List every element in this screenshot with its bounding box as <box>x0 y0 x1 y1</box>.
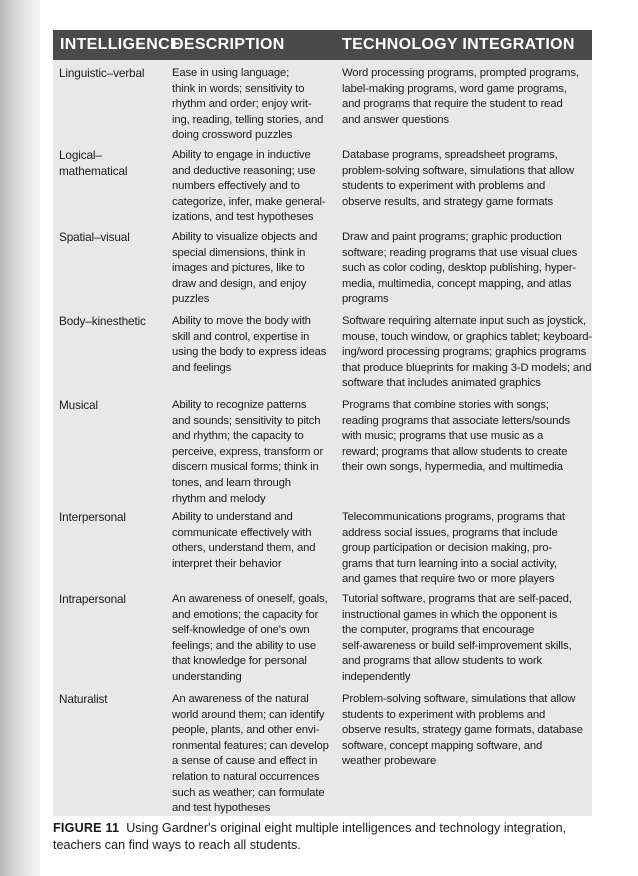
cell-text-line: Musical <box>59 398 98 412</box>
cell-text-line: Programs that combine stories with songs; <box>342 399 549 411</box>
cell-text-line: reading programs that associate letters/sounds <box>342 414 570 427</box>
cell-text-line: ing, reading, telling stories, and <box>172 113 324 126</box>
cell-text-line: instructional games in which the opponent is <box>342 608 558 621</box>
cell-text-line: Software requiring alternate input such as joystick, <box>342 315 586 327</box>
cell-text-line: doing crossword puzzles <box>172 129 293 142</box>
intelligence-cell <box>59 510 169 526</box>
cell-text-line: Ease in using language; <box>172 67 290 79</box>
cell-text-line: a sense of cause and effect in <box>172 755 318 768</box>
cell-text-line: Word processing programs, prompted programs, <box>342 67 579 79</box>
cell-text-line: world around them; can identify <box>172 708 325 721</box>
cell-text-line: and rhythm; the capacity to <box>172 430 304 443</box>
cell-text-line: rhythm and order; enjoy writ- <box>172 98 312 111</box>
intelligence-cell <box>59 148 169 179</box>
cell-text-line: Ability to visualize objects and <box>172 231 318 243</box>
cell-text-line: and sounds; sensitivity to pitch <box>172 414 321 427</box>
cell-text-line: interpret their behavior <box>172 557 282 570</box>
cell-text-line: Ability to recognize patterns <box>172 399 307 411</box>
cell-text-line: An awareness of oneself, goals, <box>172 593 328 605</box>
figure-caption-text: Using Gardner's original eight multiple intelligences and technology integration, teachers can find ways to reach all students. <box>53 821 567 852</box>
cell-text-line: relation to natural occurrences <box>172 770 320 783</box>
cell-text-line: communicate effectively with <box>172 526 312 539</box>
cell-text-line: observe results, strategy game formats, database <box>342 724 583 737</box>
cell-text-line: students to experiment with problems and <box>342 180 546 193</box>
cell-text-line: software; reading programs that use visual clues <box>342 246 578 259</box>
intelligence-cell <box>59 314 169 330</box>
cell-text-line: and programs that require the student to read <box>342 98 563 111</box>
technology-cell <box>342 314 592 392</box>
cell-text-line: observe results, and strategy game formats <box>342 195 553 208</box>
cell-text-line: software that includes animated graphics <box>342 377 541 390</box>
description-cell <box>172 148 332 226</box>
cell-text-line: ronmental features; can develop <box>172 739 329 752</box>
cell-text-line: programs <box>342 293 389 306</box>
cell-text-line: their own songs, hypermedia, and multimedia <box>342 461 563 474</box>
cell-text-line: problem-solving software, simulations that allow <box>342 164 575 177</box>
cell-text-line: tones, and learn through <box>172 476 291 489</box>
cell-text-line: self-awareness or build self-improvement skills, <box>342 639 572 652</box>
cell-text-line: skill and control, expertise in <box>172 330 310 343</box>
cell-text-line: puzzles <box>172 293 210 306</box>
description-cell <box>172 398 332 507</box>
technology-cell <box>342 398 586 476</box>
cell-text-line: Ability to understand and <box>172 511 293 523</box>
cell-text-line: and deductive reasoning; use <box>172 164 316 177</box>
technology-cell <box>342 66 586 128</box>
cell-text-line: perceive, express, transform or <box>172 445 324 458</box>
cell-text-line: such as weather; can formulate <box>172 786 325 799</box>
cell-text-line: people, plants, and other envi- <box>172 724 320 737</box>
figure-caption <box>53 820 613 854</box>
intelligence-cell <box>59 66 169 82</box>
cell-text-line: Draw and paint programs; graphic production <box>342 231 562 243</box>
cell-text-line: rhythm and melody <box>172 492 266 505</box>
technology-cell <box>342 510 586 588</box>
cell-text-line: others, understand them, and <box>172 542 316 555</box>
cell-text-line: Logical– <box>59 148 102 162</box>
description-cell <box>172 592 332 686</box>
cell-text-line: Ability to move the body with <box>172 315 311 327</box>
cell-text-line: using the body to express ideas <box>172 346 327 359</box>
cell-text-line: that knowledge for personal <box>172 655 307 668</box>
cell-text-line: draw and design, and enjoy <box>172 277 307 290</box>
cell-text-line: reward; programs that allow students to create <box>342 445 568 458</box>
cell-text-line: Ability to engage in inductive <box>172 149 311 161</box>
intelligence-cell <box>59 692 169 708</box>
cell-text-line: Problem-solving software, simulations that allow <box>342 693 576 705</box>
cell-text-line: and programs that allow students to work <box>342 655 542 668</box>
cell-text-line: understanding <box>172 670 242 683</box>
cell-text-line: Tutorial software, programs that are self-paced, <box>342 593 572 605</box>
cell-text-line: think in words; sensitivity to <box>172 82 305 95</box>
cell-text-line: Intrapersonal <box>59 592 126 606</box>
table-header-row <box>53 30 592 60</box>
cell-text-line: such as color coding, desktop publishing, hyper- <box>342 262 576 275</box>
scan-page-edge <box>0 0 40 876</box>
cell-text-line: that produce blueprints for making 3-D models; and <box>342 361 592 374</box>
cell-text-line: students to experiment with problems and <box>342 708 546 721</box>
cell-text-line: media, multimedia, concept mapping, and atlas <box>342 277 572 290</box>
cell-text-line: label-making programs, word game programs, <box>342 82 567 95</box>
description-cell <box>172 66 332 144</box>
technology-cell <box>342 592 586 686</box>
cell-text-line: feelings; and the ability to use <box>172 639 317 652</box>
cell-text-line: self-knowledge of one's own <box>172 624 310 637</box>
cell-text-line: images and pictures, like to <box>172 262 305 275</box>
cell-text-line: grams that turn learning into a social activity, <box>342 557 557 570</box>
cell-text-line: Telecommunications programs, programs that <box>342 511 565 523</box>
intelligences-table <box>53 30 592 816</box>
cell-text-line: independently <box>342 670 411 683</box>
technology-cell <box>342 692 586 770</box>
cell-text-line: the computer, programs that encourage <box>342 624 535 637</box>
description-cell <box>172 314 332 376</box>
cell-text-line: Interpersonal <box>59 510 126 524</box>
header-intelligence: INTELLIGENCE <box>60 36 181 53</box>
cell-text-line: Linguistic–verbal <box>59 66 145 80</box>
cell-text-line: Body–kinesthetic <box>59 314 146 328</box>
cell-text-line: Spatial–visual <box>59 230 130 244</box>
cell-text-line: An awareness of the natural <box>172 693 309 705</box>
intelligence-cell <box>59 592 169 608</box>
cell-text-line: and emotions; the capacity for <box>172 608 319 621</box>
technology-cell <box>342 148 586 210</box>
cell-text-line: and test hypotheses <box>172 802 271 815</box>
cell-text-line: mouse, touch window, or graphics tablet; keyboard- <box>342 330 592 343</box>
intelligence-cell <box>59 398 169 414</box>
cell-text-line: Naturalist <box>59 692 108 706</box>
cell-text-line: and answer questions <box>342 113 449 126</box>
header-description: DESCRIPTION <box>172 36 285 53</box>
technology-cell <box>342 230 586 308</box>
cell-text-line: software, concept mapping software, and <box>342 739 543 752</box>
figure-label: FIGURE 11 <box>53 821 120 835</box>
description-cell <box>172 230 332 308</box>
description-cell <box>172 692 332 817</box>
cell-text-line: special dimensions, think in <box>172 246 306 259</box>
cell-text-line: izations, and test hypotheses <box>172 211 314 224</box>
cell-text-line: weather probeware <box>342 755 437 768</box>
cell-text-line: Database programs, spreadsheet programs, <box>342 149 558 161</box>
cell-text-line: and games that require two or more players <box>342 573 555 586</box>
header-technology-integration: TECHNOLOGY INTEGRATION <box>342 36 575 53</box>
cell-text-line: ing/word processing programs; graphics programs <box>342 346 587 359</box>
description-cell <box>172 510 332 572</box>
cell-text-line: and feelings <box>172 361 232 374</box>
cell-text-line: mathematical <box>59 163 128 178</box>
cell-text-line: discern musical forms; think in <box>172 461 319 474</box>
cell-text-line: address social issues, programs that include <box>342 526 558 539</box>
cell-text-line: numbers effectively and to <box>172 180 300 193</box>
intelligence-cell <box>59 230 169 246</box>
cell-text-line: group participation or decision making, pro- <box>342 542 553 555</box>
cell-text-line: categorize, infer, make general- <box>172 195 326 208</box>
cell-text-line: with music; programs that use music as a <box>342 430 544 443</box>
